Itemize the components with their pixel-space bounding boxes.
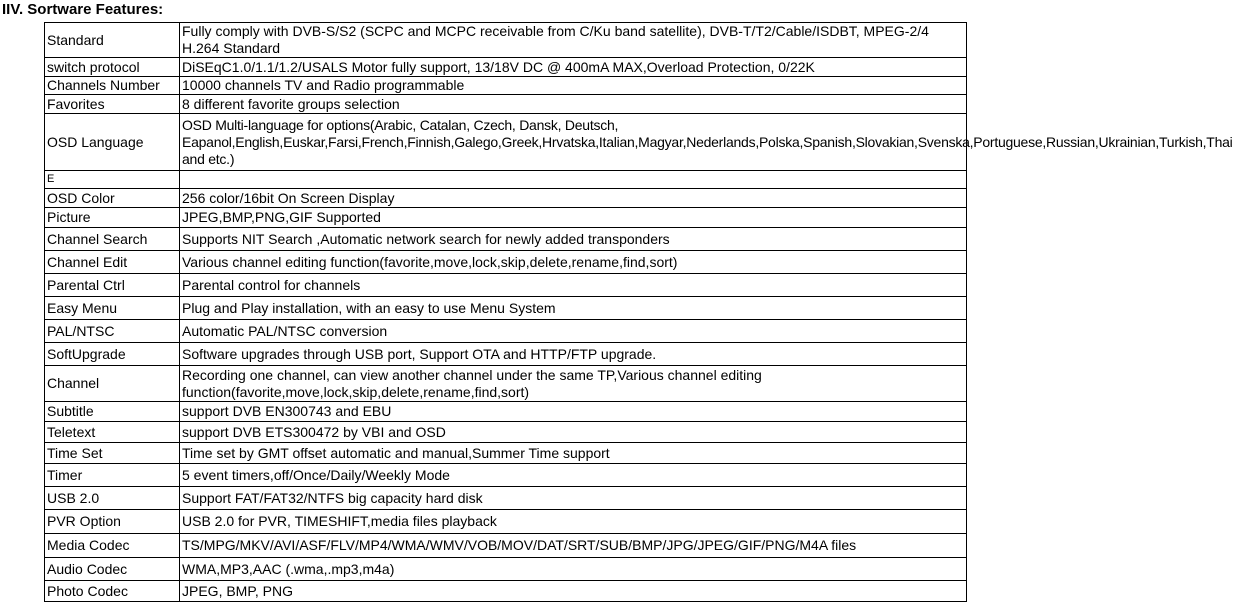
table-row (45, 464, 967, 487)
table-row (45, 343, 967, 366)
table-row (45, 274, 967, 297)
table-row (45, 558, 967, 581)
table-row (45, 208, 967, 228)
table-row (45, 366, 967, 402)
feature-value: 10000 channels TV and Radio programmable (180, 77, 967, 95)
feature-name: Channel Search (45, 228, 180, 251)
feature-value: DiSEqC1.0/1.1/1.2/USALS Motor fully support, 13/18V DC @ 400mA MAX,Overload Protection, 0/22K (180, 58, 967, 77)
feature-name: Standard (45, 23, 180, 58)
section-title: IIV. Sortware Features: (2, 1, 164, 18)
feature-value: Various channel editing function(favorite,move,lock,skip,delete,rename,find,sort) (180, 251, 967, 274)
feature-name: Teletext (45, 422, 180, 443)
feature-name: Channel Edit (45, 251, 180, 274)
feature-name: PAL/NTSC (45, 320, 180, 343)
feature-name: Easy Menu (45, 297, 180, 320)
feature-value: USB 2.0 for PVR, TIMESHIFT,media files playback (180, 510, 967, 534)
table-row (45, 422, 967, 443)
feature-value: Parental control for channels (180, 274, 967, 297)
feature-value: WMA,MP3,AAC (.wma,.mp3,m4a) (180, 558, 967, 581)
feature-name: SoftUpgrade (45, 343, 180, 366)
feature-value: Automatic PAL/NTSC conversion (180, 320, 967, 343)
feature-value: JPEG, BMP, PNG (180, 581, 967, 602)
table-row (45, 95, 967, 114)
table-row (45, 297, 967, 320)
table-row (45, 320, 967, 343)
feature-value: OSD Multi-language for options(Arabic, Catalan, Czech, Dansk, Deutsch, Eapanol,English,Euskar,Farsi,French,Finnish,Galego,Greek,Hrvatska,Italian,Magyar,Nederlands,Polska,Spanish,Slovakian,Svenska,Portuguese,Russian,Ukrainian,Turkish,Thai and etc.) (180, 114, 967, 171)
feature-name: switch protocol (45, 58, 180, 77)
feature-name: Channel (45, 366, 180, 402)
table-row (45, 487, 967, 510)
feature-name: Parental Ctrl (45, 274, 180, 297)
feature-name: Picture (45, 208, 180, 228)
software-features-table (44, 22, 1233, 602)
feature-value: Software upgrades through USB port, Support OTA and HTTP/FTP upgrade. (180, 343, 967, 366)
table-row (45, 251, 967, 274)
feature-value: Support FAT/FAT32/NTFS big capacity hard disk (180, 487, 967, 510)
feature-name: USB 2.0 (45, 487, 180, 510)
feature-name: Channels Number (45, 77, 180, 95)
feature-value: Supports NIT Search ,Automatic network search for newly added transponders (180, 228, 967, 251)
feature-name: Timer (45, 464, 180, 487)
feature-value: JPEG,BMP,PNG,GIF Supported (180, 208, 967, 228)
table-row (45, 171, 967, 189)
feature-value: Plug and Play installation, with an easy to use Menu System (180, 297, 967, 320)
table-row (45, 581, 967, 602)
table-row (45, 77, 967, 95)
table-row (45, 510, 967, 534)
table-row (45, 189, 967, 208)
table-row (45, 228, 967, 251)
feature-name: OSD Color (45, 189, 180, 208)
table-row (45, 534, 967, 558)
feature-value: 5 event timers,off/Once/Daily/Weekly Mode (180, 464, 967, 487)
feature-name: Audio Codec (45, 558, 180, 581)
feature-value: 256 color/16bit On Screen Display (180, 189, 967, 208)
feature-name: Time Set (45, 443, 180, 464)
feature-value (180, 171, 967, 189)
feature-name: Photo Codec (45, 581, 180, 602)
feature-name: Favorites (45, 95, 180, 114)
feature-name: OSD Language (45, 114, 180, 171)
feature-value: Recording one channel, can view another channel under the same TP,Various channel editing function(favorite,move,lock,skip,delete,rename,find,sort) (180, 366, 967, 402)
table-row (45, 402, 967, 422)
feature-value: Time set by GMT offset automatic and manual,Summer Time support (180, 443, 967, 464)
feature-value: TS/MPG/MKV/AVI/ASF/FLV/MP4/WMA/WMV/VOB/MOV/DAT/SRT/SUB/BMP/JPG/JPEG/GIF/PNG/M4A files (180, 534, 967, 558)
table-row (45, 443, 967, 464)
feature-value: support DVB EN300743 and EBU (180, 402, 967, 422)
table-row (45, 23, 967, 58)
feature-name: PVR Option (45, 510, 180, 534)
feature-name: E (45, 171, 180, 189)
feature-name: Subtitle (45, 402, 180, 422)
table-row (45, 58, 967, 77)
feature-value: 8 different favorite groups selection (180, 95, 967, 114)
feature-name: Media Codec (45, 534, 180, 558)
feature-value: Fully comply with DVB-S/S2 (SCPC and MCPC receivable from C/Ku band satellite), DVB-T/T2/Cable/ISDBT, MPEG-2/4 H.264 Standard (180, 23, 967, 58)
feature-value: support DVB ETS300472 by VBI and OSD (180, 422, 967, 443)
table-row (45, 114, 967, 171)
